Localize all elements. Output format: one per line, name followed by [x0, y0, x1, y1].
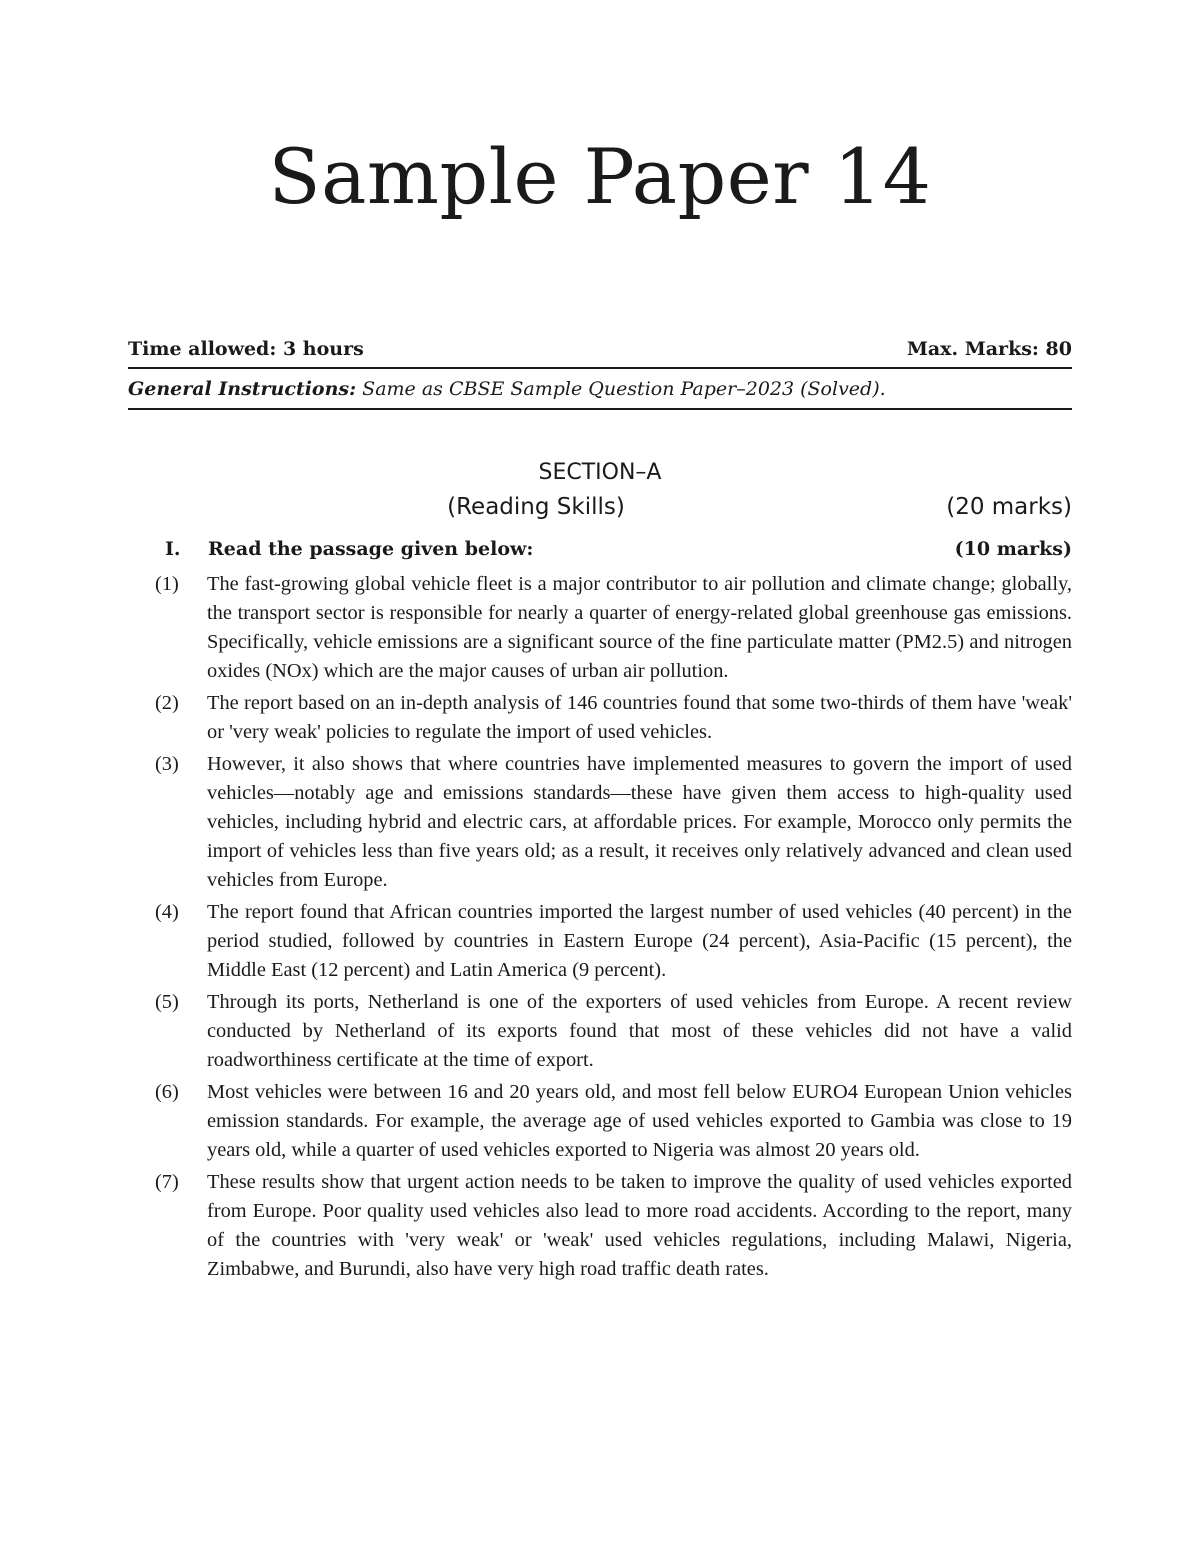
section-heading: SECTION–A: [538, 460, 662, 485]
general-instructions: [128, 378, 1072, 400]
passage-paragraph: [155, 1168, 1072, 1284]
paragraph-text: The fast-growing global vehicle fleet is a major contributor to air pollution and climate change; globally, the transport sector is responsible for nearly a quarter of energy-related global greenhouse gas emissions. Specifically, vehicle emissions are a significant source of the fine particulate matter (PM2.5) and nitrogen oxides (NOx) which are the major causes of urban air pollution.: [207, 573, 1072, 682]
paragraph-text: However, it also shows that where countries have implemented measures to govern the import of used vehicles—notably age and emissions standards—these have given them access to high-quality used vehicles, including hybrid and electric cars, at affordable prices. For example, Morocco only permits the import of vehicles less than five years old; as a result, it receives only relatively advanced and clean used vehicles from Europe.: [207, 753, 1072, 891]
paragraph-number: (6): [155, 1081, 179, 1103]
section-subtitle: (Reading Skills): [447, 494, 625, 520]
instructions-label: General Instructions: [128, 378, 350, 400]
paragraph-number: (2): [155, 692, 179, 714]
time-allowed: Time allowed: 3 hours: [128, 338, 364, 360]
section-marks: (20 marks): [946, 494, 1072, 520]
passage-paragraph: [155, 1078, 1072, 1165]
question-number: I.: [165, 538, 181, 560]
paragraph-text: The report found that African countries imported the largest number of used vehicles (40 percent) in the period studied, followed by countries in Eastern Europe (24 percent), Asia-Pacific (15 percent), the Middle East (12 percent) and Latin America (9 percent).: [207, 901, 1072, 981]
passage-paragraph: [155, 750, 1072, 895]
question-header: [165, 538, 1072, 560]
passage-paragraph: [155, 689, 1072, 747]
instructions-text: Same as CBSE Sample Question Paper–2023 (Solved).: [356, 378, 886, 400]
paragraph-number: (5): [155, 991, 179, 1013]
max-marks: Max. Marks: 80: [906, 338, 1072, 360]
paragraph-text: These results show that urgent action needs to be taken to improve the quality of used vehicles exported from Europe. Poor quality used vehicles also lead to more road accidents. According to the report, many of the countries with 'very weak' or 'weak' used vehicles regulations, including Malawi, Nigeria, Zimbabwe, and Burundi, also have very high road traffic death rates.: [207, 1171, 1072, 1280]
paragraph-text: Most vehicles were between 16 and 20 years old, and most fell below EURO4 European Union vehicles emission standards. For example, the average age of used vehicles exported to Gambia was close to 19 years old, while a quarter of used vehicles exported to Nigeria was almost 20 years old.: [207, 1081, 1072, 1161]
question-prompt: Read the passage given below:: [208, 538, 534, 560]
passage-paragraph: [155, 988, 1072, 1075]
paper-title: Sample Paper 14: [268, 132, 932, 221]
paragraph-number: (1): [155, 573, 179, 595]
instructions-colon: :: [349, 378, 357, 400]
paragraph-number: (4): [155, 901, 179, 923]
passage-paragraph: [155, 898, 1072, 985]
question-marks: (10 marks): [954, 538, 1072, 560]
paragraph-text: The report based on an in-depth analysis of 146 countries found that some two-thirds of them have 'weak' or 'very weak' policies to regulate the import of used vehicles.: [207, 692, 1072, 743]
passage: [155, 570, 1072, 1287]
bottom-divider: [128, 408, 1072, 410]
top-divider: [128, 367, 1072, 369]
paragraph-number: (7): [155, 1171, 179, 1193]
paragraph-text: Through its ports, Netherland is one of the exporters of used vehicles from Europe. A recent review conducted by Netherland of its exports found that most of these vehicles did not have a valid roadworthiness certificate at the time of export.: [207, 991, 1072, 1071]
paper-meta: [128, 338, 1072, 360]
paragraph-number: (3): [155, 753, 179, 775]
passage-paragraph: [155, 570, 1072, 686]
